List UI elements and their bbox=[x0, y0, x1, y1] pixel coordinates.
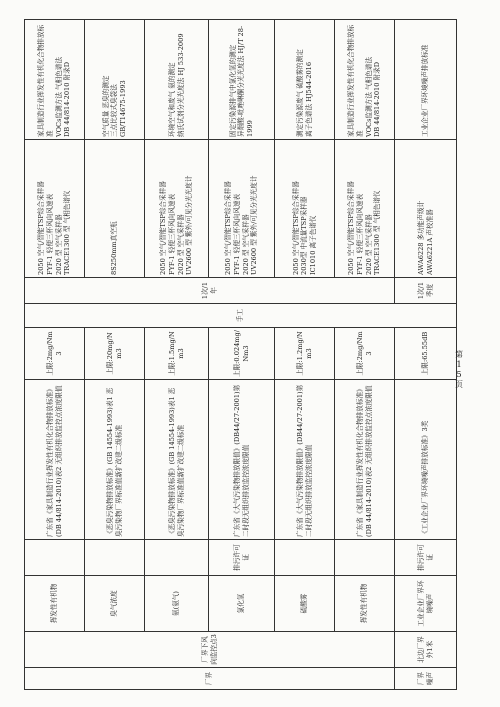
table-row bbox=[395, 20, 457, 690]
table-row bbox=[145, 20, 209, 690]
standard-cell: 《工业企业厂界环境噪声排放标准》3类 bbox=[395, 380, 457, 540]
page-number: 第 1 5 页 bbox=[455, 350, 463, 389]
permit-cell bbox=[85, 540, 145, 576]
item-cell: 挥发性有机物 bbox=[25, 576, 85, 632]
permit-cell: 排污许可证 bbox=[209, 540, 275, 576]
basis-cell: 家具制造行业挥发性有机化合物排放标准 VOCs监测方法 气相色谱法 DB 44/814-2010 附录D bbox=[25, 20, 85, 140]
table-row bbox=[275, 20, 335, 690]
standard-cell: 广东省《家具制造行业挥发性有机化合物排放标准》(DB 44/814-2010)表2 无组织排放监控点浓度限值 bbox=[335, 380, 395, 540]
method-cell: 2050 空气/智能TSP综合采样器 FYF-1 轻便三杯风向风速表 2020 型 空气采样器 TRACE1300 型 气相色谱仪 bbox=[25, 140, 85, 278]
permit-cell bbox=[335, 540, 395, 576]
limit-cell: 上限:2mg/Nm3 bbox=[25, 328, 85, 380]
category-cell: 厂界 bbox=[25, 668, 395, 690]
method-cell: 2050 空气/智能TSP综合采样器 FYF-1 轻便三杯风向风速表 2020 型 空气采样器 TRACE1300 型 气相色谱仪 bbox=[335, 140, 395, 278]
item-cell: 氯化氢 bbox=[209, 576, 275, 632]
standard-cell: 《恶臭污染物排放标准》(GB 14554-1993)表1 恶臭污染物厂界标准值新扩改建二级标准 bbox=[85, 380, 145, 540]
basis-cell: 家具制造行业挥发性有机化合物排放标准 VOCs监测方法 气相色谱法 DB 44/814-2010 附录D bbox=[335, 20, 395, 140]
permit-cell: 排污许可证 bbox=[395, 540, 457, 576]
limit-cell: 上限:20mg/Nm3 bbox=[85, 328, 145, 380]
location-cell: 厂界下风向监控点3 bbox=[25, 632, 395, 668]
limit-cell: 上限:2mg/Nm3 bbox=[335, 328, 395, 380]
item-cell: 臭气浓度 bbox=[85, 576, 145, 632]
permit-cell bbox=[25, 540, 85, 576]
freq-cell: 1次/1年 bbox=[25, 278, 395, 304]
item-cell: 工业企业厂界环境噪声 bbox=[395, 576, 457, 632]
item-cell: 硫酸雾 bbox=[275, 576, 335, 632]
method-cell: 8S250mm真空瓶 bbox=[85, 140, 145, 278]
standard-cell: 广东省《大气污染物排放限值》(DB44/27-2001)第二时段无组织排放监控浓度限值 bbox=[275, 380, 335, 540]
permit-cell bbox=[145, 540, 209, 576]
standard-cell: 《恶臭污染物排放标准》(GB 14554-1993)表1 恶臭污染物厂界标准值新扩改建二级标准 bbox=[145, 380, 209, 540]
basis-cell: 工业企业厂界环境噪声排放标准 bbox=[395, 20, 457, 140]
limit-cell: 上限:1.2mg/Nm3 bbox=[275, 328, 335, 380]
basis-cell: 测定污染源废气 硫酸雾的测定 离子色谱法 HJ544-2016 bbox=[275, 20, 335, 140]
freq-cell: 1次/1季度 bbox=[395, 278, 457, 304]
mode-cell: 手工 bbox=[25, 304, 457, 328]
category-cell: 厂界噪声 bbox=[395, 668, 457, 690]
permit-cell bbox=[275, 540, 335, 576]
basis-cell: 环境空气和废气 氨的测定 纳氏试剂分光光度法 HJ 533-2009 bbox=[145, 20, 209, 140]
limit-cell: 上限:1.5mg/Nm3 bbox=[145, 328, 209, 380]
standard-cell: 广东省《大气污染物排放限值》(DB44/27-2001)第二时段无组织排放监控浓度限值 bbox=[209, 380, 275, 540]
method-cell: 2050 空气/智能TSP综合采样器 2030型 中流量TSP采样器 IC1010 离子色谱仪 bbox=[275, 140, 335, 278]
item-cell: 氨(氨气) bbox=[145, 576, 209, 632]
method-cell: 2050 空气/智能TSP综合采样器 FYF-1 轻便三杯风向风速表 2020 型 空气采样器 UV2600 型 紫外/可见分光光度计 bbox=[145, 140, 209, 278]
table-row bbox=[85, 20, 145, 690]
limit-cell: 上限:0.024mg/Nm3 bbox=[209, 328, 275, 380]
location-cell: 北边厂界外1米 bbox=[395, 632, 457, 668]
limit-cell: 上限:65.55dB bbox=[395, 328, 457, 380]
method-cell: AWA6228 多功能声级计 AWA6221A 声校准器 bbox=[395, 140, 457, 278]
basis-cell: 空气质量 恶臭的测定 三点比较式臭袋法 GB/T14675-1993 bbox=[85, 20, 145, 140]
monitoring-table bbox=[24, 19, 457, 690]
table-row bbox=[209, 20, 275, 690]
method-cell: 2050 空气/智能TSP综合采样器 FYF-1 轻便三杯风向风速表 2020 型 空气采样器 UV2600 型 紫外/可见分光光度计 bbox=[209, 140, 275, 278]
basis-cell: 固定污染源排气中氯化氢的测定 异烟酸-吡唑啉酮分光光度法 HJ/T 28-1999 bbox=[209, 20, 275, 140]
standard-cell: 广东省《家具制造行业挥发性有机化合物排放标准》(DB 44/814-2010)表2 无组织排放监控点浓度限值 bbox=[25, 380, 85, 540]
item-cell: 挥发性有机物 bbox=[335, 576, 395, 632]
rotated-table-wrapper bbox=[24, 20, 456, 690]
table-row bbox=[25, 20, 85, 690]
table-row bbox=[335, 20, 395, 690]
